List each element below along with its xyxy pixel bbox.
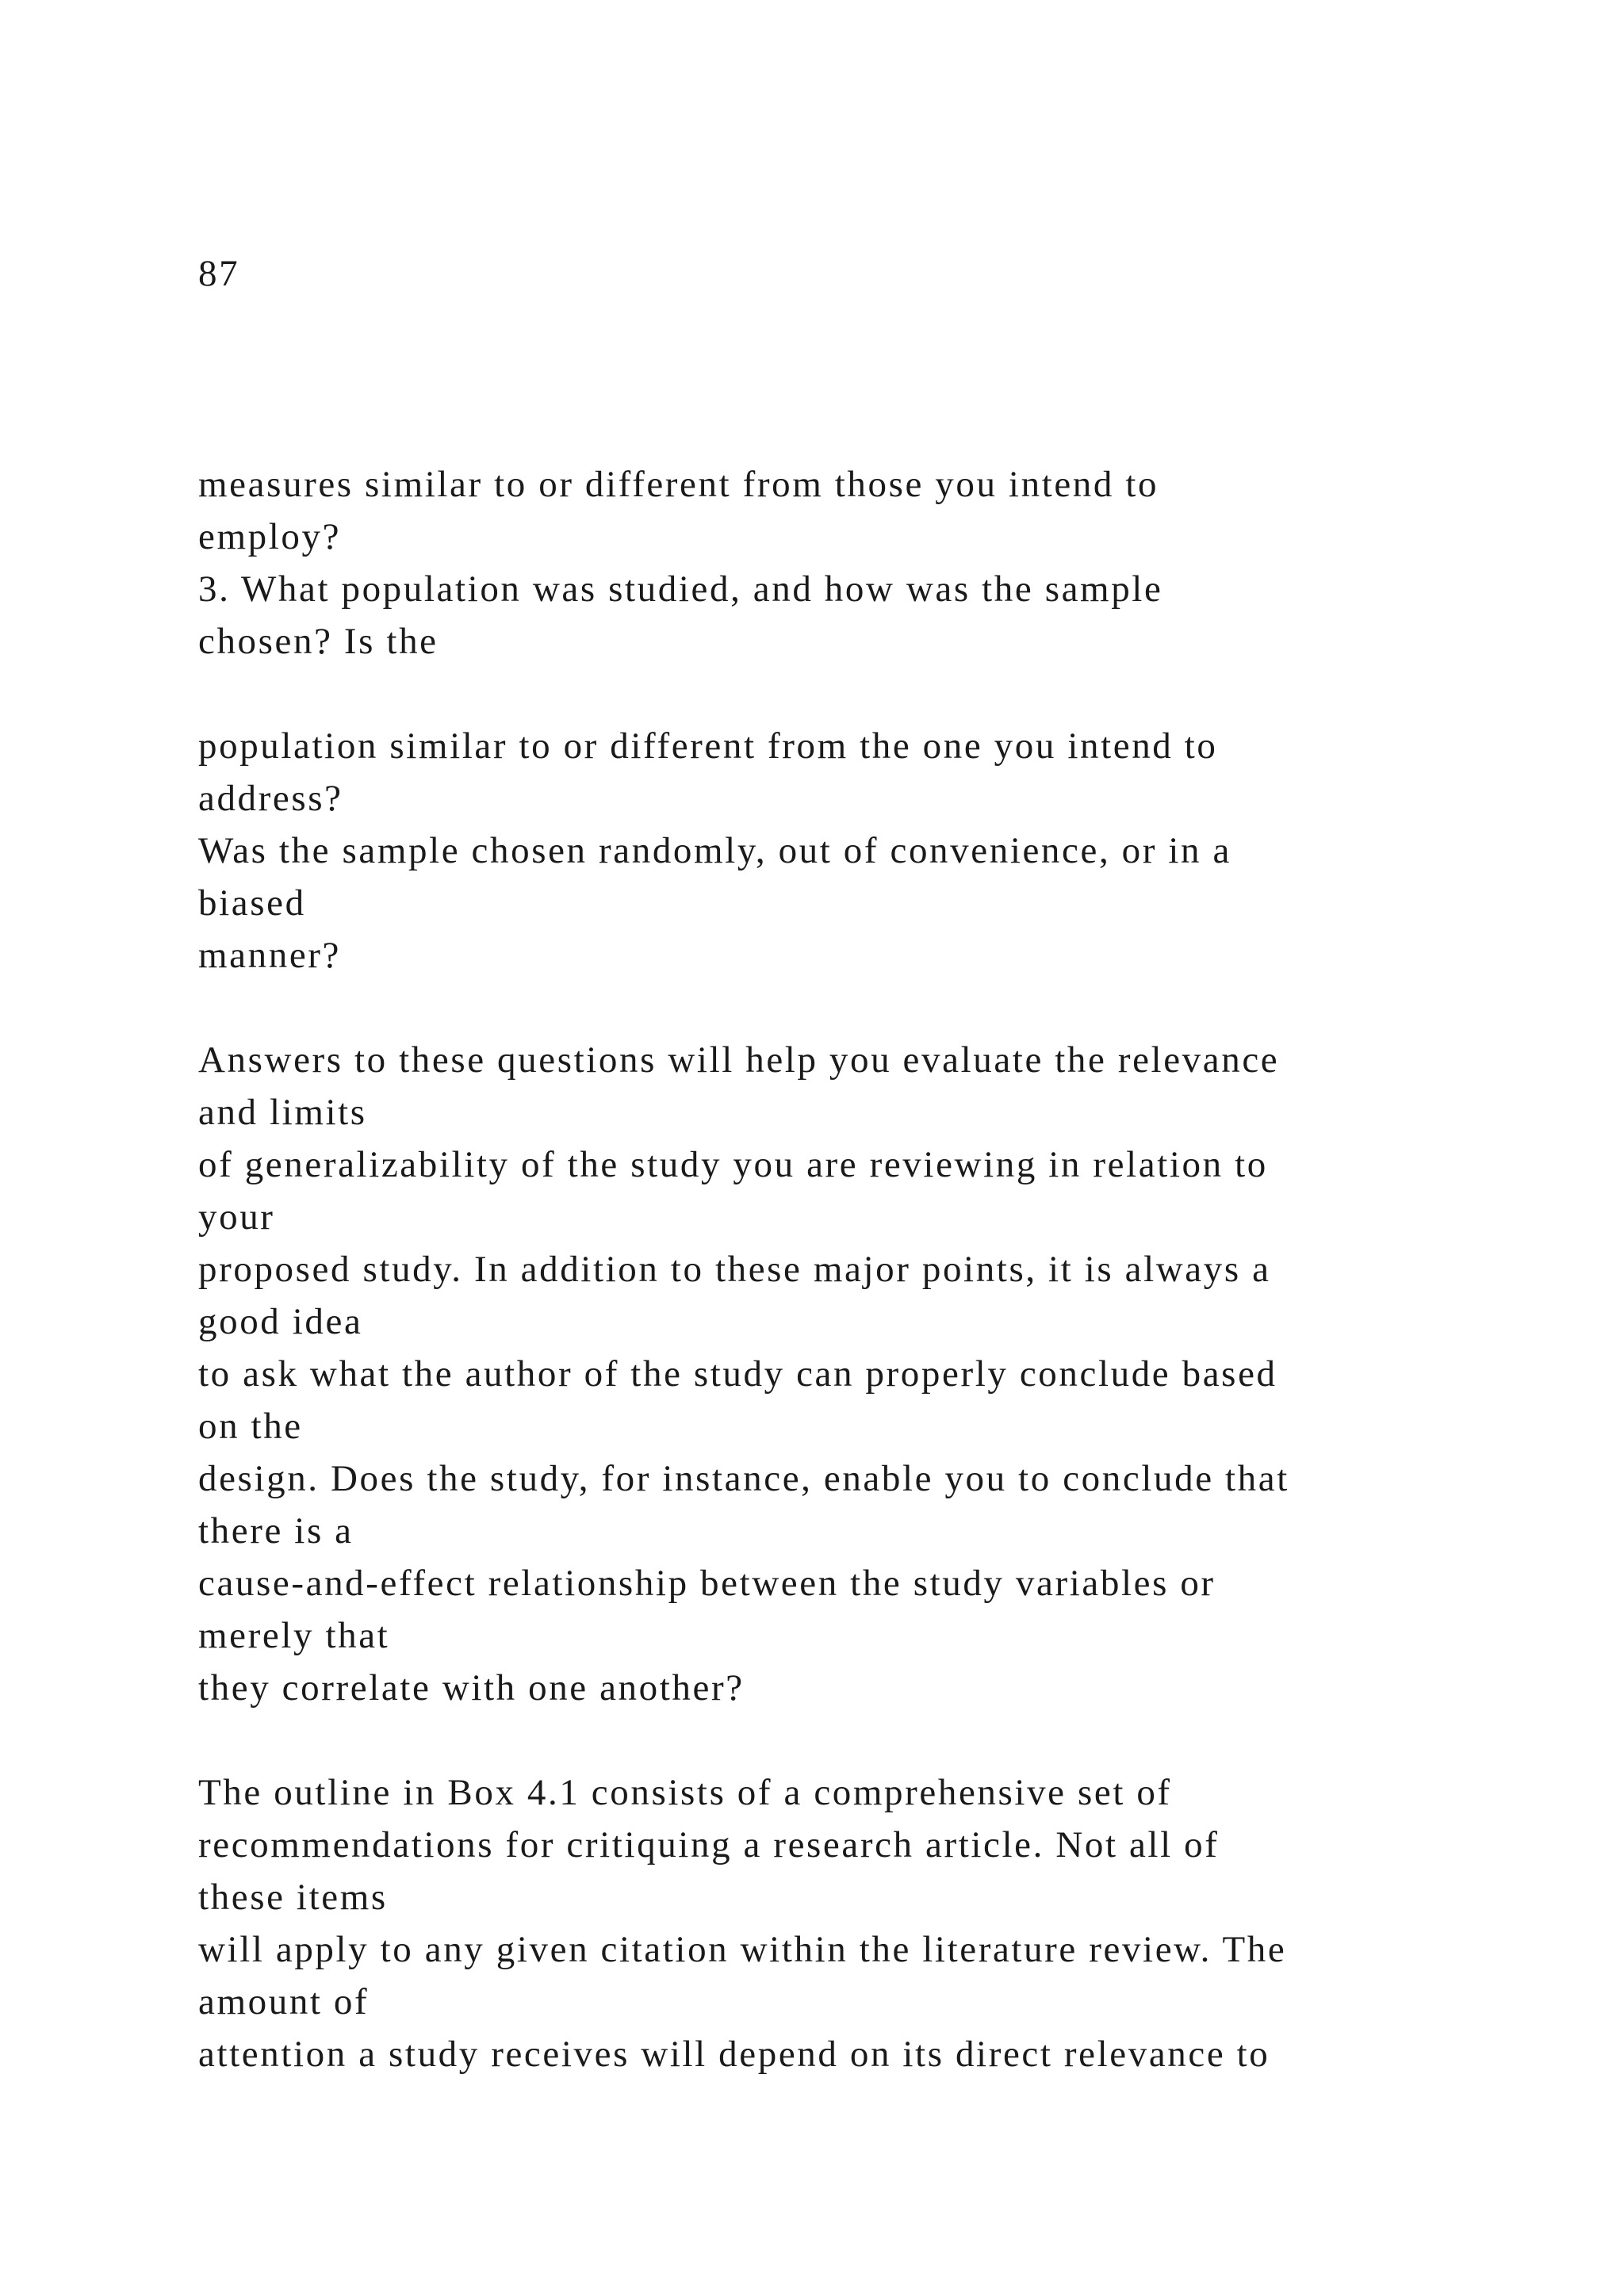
text-line: and limits bbox=[198, 1092, 367, 1133]
text-line: they correlate with one another? bbox=[198, 1667, 745, 1709]
text-line: Answers to these questions will help you evaluate the relevance bbox=[198, 1039, 1280, 1081]
text-line: these items bbox=[198, 1877, 388, 1918]
text-line: there is a bbox=[198, 1510, 354, 1552]
text-line: attention a study receives will depend on its direct relevance to bbox=[198, 2034, 1270, 2075]
text-line: of generalizability of the study you are reviewing in relation to bbox=[198, 1144, 1268, 1185]
text-line: proposed study. In addition to these major points, it is always a bbox=[198, 1249, 1271, 1290]
text-line: your bbox=[198, 1196, 275, 1238]
blank-line bbox=[198, 1714, 1594, 1766]
blank-line bbox=[198, 668, 1594, 720]
text-line: on the bbox=[198, 1406, 303, 1447]
text-line: amount of bbox=[198, 1981, 370, 2022]
text-line: will apply to any given citation within the literature review. The bbox=[198, 1929, 1287, 1970]
text-line: Was the sample chosen randomly, out of convenience, or in a bbox=[198, 830, 1231, 871]
text-line: population similar to or different from the one you intend to bbox=[198, 725, 1218, 767]
text-line: 3. What population was studied, and how was the sample bbox=[198, 568, 1163, 610]
blank-line bbox=[198, 982, 1594, 1034]
text-line: address? bbox=[198, 778, 343, 819]
text-line: recommendations for critiquing a research article. Not all of bbox=[198, 1824, 1220, 1866]
text-line: merely that bbox=[198, 1615, 390, 1656]
text-line: measures similar to or different from those you intend to bbox=[198, 464, 1159, 505]
text-line: employ? bbox=[198, 516, 342, 557]
text-line: The outline in Box 4.1 consists of a comprehensive set of bbox=[198, 1772, 1172, 1813]
text-line: to ask what the author of the study can properly conclude based bbox=[198, 1353, 1277, 1395]
text-line: design. Does the study, for instance, enable you to conclude that bbox=[198, 1458, 1289, 1499]
text-line: good idea bbox=[198, 1301, 363, 1342]
text-line: manner? bbox=[198, 935, 341, 976]
text-line: biased bbox=[198, 882, 306, 924]
text-line: chosen? Is the bbox=[198, 621, 439, 662]
text-line: cause-and-effect relationship between the study variables or bbox=[198, 1563, 1216, 1604]
page-number: 87 bbox=[198, 253, 240, 294]
body-text bbox=[198, 458, 1594, 2080]
